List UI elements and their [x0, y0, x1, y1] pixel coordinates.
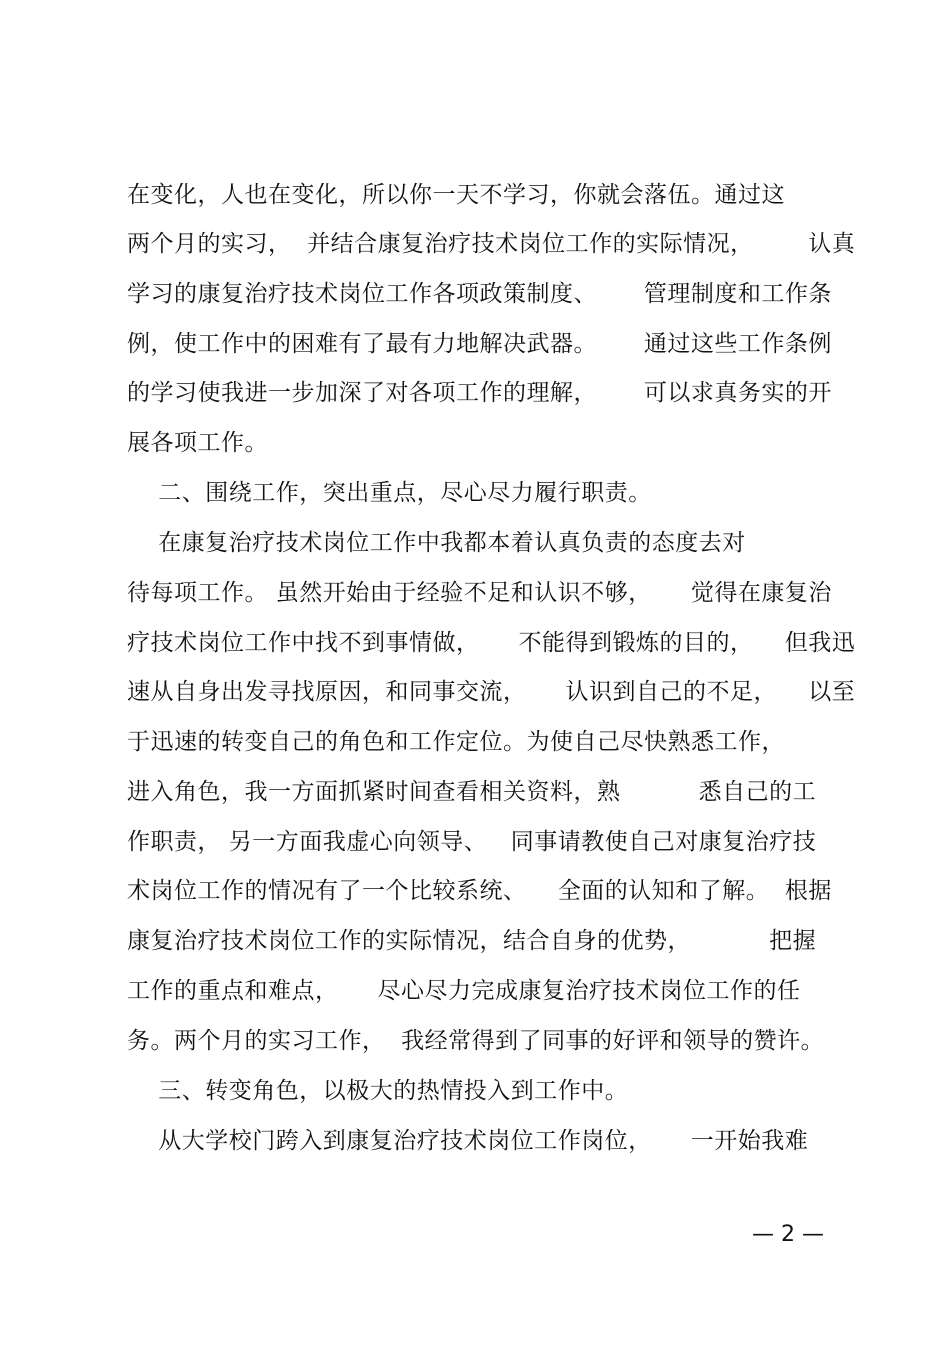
section-heading-3: 三、转变角色，以极大的热情投入到工作中。 [127, 1078, 629, 1104]
text-line-3: 学习的康复治疗技术岗位工作各项政策制度、 管理制度和工作条 [127, 281, 832, 307]
text-line-6: 展各项工作。 [127, 430, 268, 456]
text-line-11: 速从自身出发寻找原因，和同事交流， 认识到自己的不足， 以至 [127, 679, 856, 705]
text-line-12: 于迅速的转变自己的角色和工作定位。为使自己尽快熟悉工作， [127, 729, 785, 755]
text-line-4: 例，使工作中的困难有了最有力地解决武器。 通过这些工作条例 [127, 331, 832, 357]
text-line-17: 工作的重点和难点， 尽心尽力完成康复治疗技术岗位工作的任 [127, 978, 801, 1004]
text-line-13: 进入角色，我一方面抓紧时间查看相关资料，熟 悉自己的工 [127, 779, 817, 805]
text-line-20: 从大学校门跨入到康复治疗技术岗位工作岗位， 一开始我难 [127, 1128, 809, 1154]
text-line-10: 疗技术岗位工作中找不到事情做， 不能得到锻炼的目的， 但我迅 [127, 630, 856, 656]
text-line-8: 在康复治疗技术岗位工作中我都本着认真负责的态度去对 [127, 530, 746, 556]
text-line-18: 务。两个月的实习工作， 我经常得到了同事的好评和领导的赞许。 [127, 1028, 825, 1054]
text-line-1: 在变化，人也在变化，所以你一天不学习，你就会落伍。通过这 [127, 182, 785, 208]
text-line-5: 的学习使我进一步加深了对各项工作的理解， 可以求真务实的开 [127, 380, 832, 406]
text-line-2: 两个月的实习， 并结合康复治疗技术岗位工作的实际情况， 认真 [127, 231, 856, 257]
page-number: — 2 — [752, 1222, 824, 1247]
text-line-16: 康复治疗技术岗位工作的实际情况，结合自身的优势， 把握 [127, 928, 817, 954]
text-line-15: 术岗位工作的情况有了一个比较系统、 全面的认知和了解。 根据 [127, 878, 832, 904]
text-line-9: 待每项工作。 虽然开始由于经验不足和认识不够， 觉得在康复治 [127, 580, 832, 606]
section-heading-2: 二、围绕工作，突出重点，尽心尽力履行职责。 [127, 480, 652, 506]
text-line-14: 作职责， 另一方面我虚心向领导、 同事请教使自己对康复治疗技 [127, 829, 817, 855]
